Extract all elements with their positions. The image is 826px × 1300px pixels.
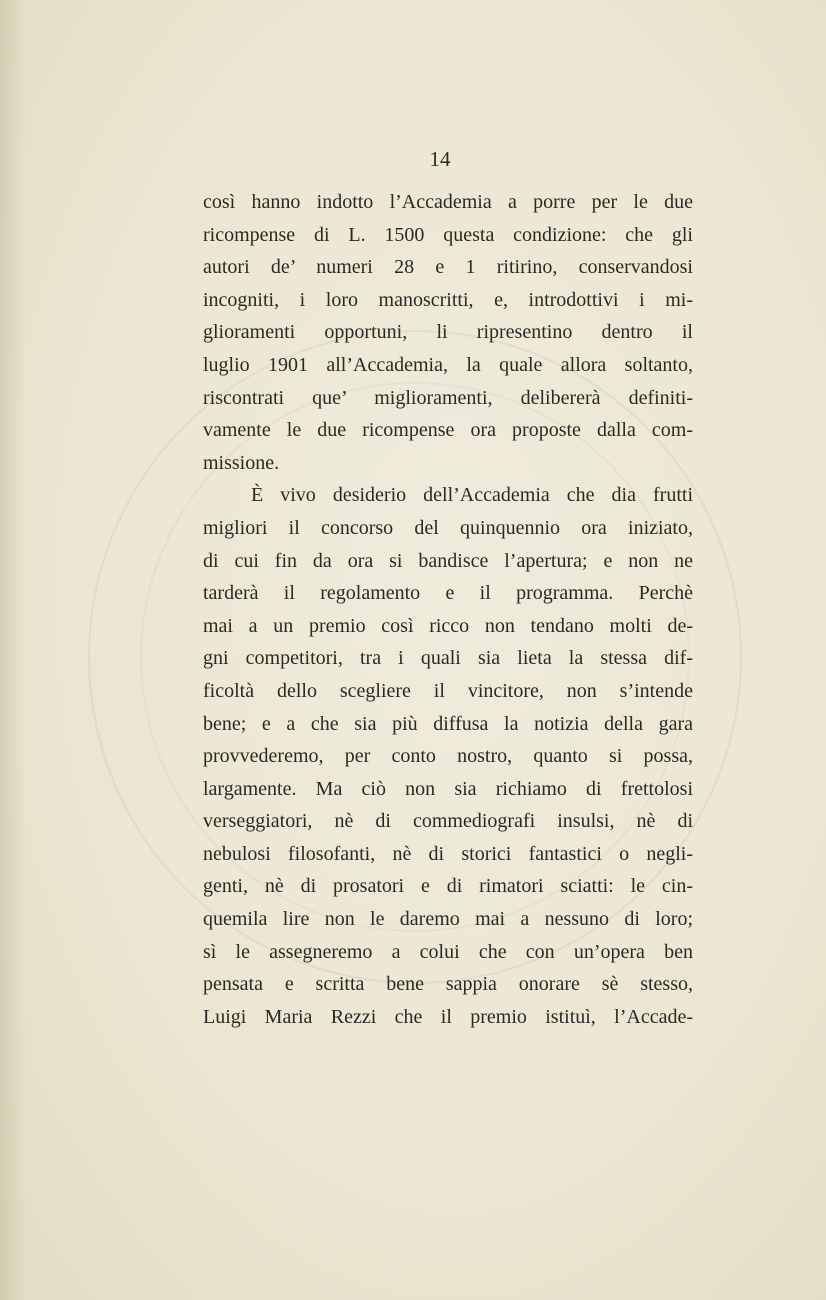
text-line: largamente. Ma ciò non sia richiamo di frettolosi — [203, 777, 693, 800]
paragraph — [203, 479, 693, 1033]
text-line: incogniti, i loro manoscritti, e, introdottivi i mi- — [203, 288, 693, 311]
text-line: È vivo desiderio dell’Accademia che dia frutti — [251, 484, 693, 507]
text-line: così hanno indotto l’Accademia a porre per le due — [203, 191, 693, 213]
text-line: nebulosi filosofanti, nè di storici fantastici o negli- — [203, 842, 693, 865]
text-line: gni competitori, tra i quali sia lieta la stessa dif- — [203, 647, 693, 670]
text-line: migliori il concorso del quinquennio ora iniziato, — [203, 516, 693, 539]
text-line: tarderà il regolamento e il programma. Perchè — [203, 582, 693, 605]
text-line: vamente le due ricompense ora proposte dalla com- — [203, 419, 693, 442]
text-line: provvederemo, per conto nostro, quanto si possa, — [203, 745, 693, 768]
text-line: quemila lire non le daremo mai a nessuno di loro; — [203, 908, 693, 931]
text-line: mai a un premio così ricco non tendano molti de- — [203, 614, 693, 637]
text-line: missione. — [203, 451, 280, 474]
text-line: genti, nè di prosatori e di rimatori sciatti: le cin- — [203, 875, 693, 898]
text-line: riscontrati que’ miglioramenti, delibererà definiti- — [203, 386, 693, 409]
text-line: Luigi Maria Rezzi che il premio istituì, l’Accade- — [203, 1005, 693, 1028]
text-line: ricompense di L. 1500 questa condizione: che gli — [203, 223, 693, 246]
paragraph — [203, 186, 693, 479]
text-line: sì le assegneremo a colui che con un’opera ben — [203, 940, 693, 963]
text-line: autori de’ numeri 28 e 1 ritirino, conservandosi — [203, 256, 693, 279]
text-line: pensata e scritta bene sappia onorare sè stesso, — [203, 973, 693, 996]
text-line: di cui fin da ora si bandisce l’apertura; e non ne — [203, 549, 693, 572]
text-line: bene; e a che sia più diffusa la notizia della gara — [203, 712, 693, 735]
body-text — [203, 186, 693, 1033]
text-line: verseggiatori, nè di commediografi insulsi, nè di — [203, 810, 693, 833]
text-line: ficoltà dello scegliere il vincitore, non s’intende — [203, 679, 693, 702]
text-line: glioramenti opportuni, li ripresentino dentro il — [203, 321, 693, 344]
text-line: luglio 1901 all’Accademia, la quale allora soltanto, — [203, 353, 693, 376]
page-edge-shadow — [0, 0, 26, 1300]
page-number: 14 — [429, 147, 451, 171]
